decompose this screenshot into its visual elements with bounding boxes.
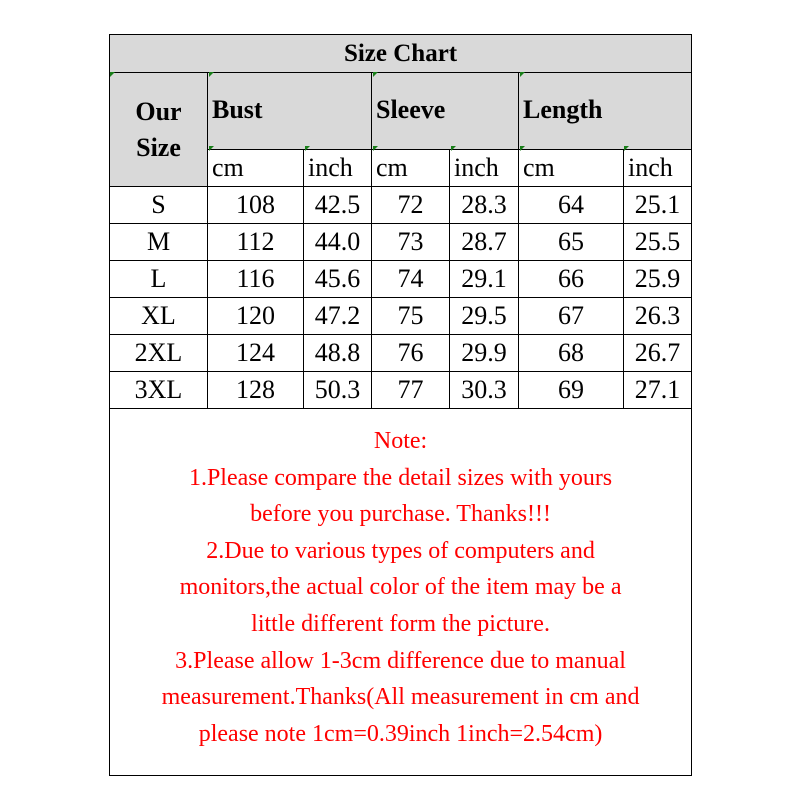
note-line: monitors,the actual color of the item may be a	[179, 574, 622, 601]
table-row	[110, 298, 692, 335]
note-line: little different form the picture.	[251, 610, 550, 637]
sleeve-cm-cell: 77	[372, 372, 450, 409]
bust-cm-cell: 116	[208, 261, 304, 298]
our-size-header	[110, 73, 208, 187]
bust-inch-cell: 44.0	[304, 224, 372, 261]
note-line: 3.Please allow 1-3cm difference due to manual	[175, 647, 626, 674]
chart-title: Size Chart	[110, 35, 692, 73]
length-inch-cell: 25.1	[624, 187, 692, 224]
bust-inch-cell: 47.2	[304, 298, 372, 335]
table-row	[110, 261, 692, 298]
size-label: S	[110, 187, 208, 224]
sleeve-header: Sleeve	[372, 73, 519, 150]
size-chart-sheet	[109, 34, 691, 768]
length-cm-cell: 64	[519, 187, 624, 224]
cell-marker-icon	[305, 146, 310, 151]
unit-cell: cm	[208, 150, 304, 187]
sleeve-cm-cell: 73	[372, 224, 450, 261]
length-cm-cell: 65	[519, 224, 624, 261]
sleeve-inch-cell: 29.1	[450, 261, 519, 298]
sleeve-cm-cell: 72	[372, 187, 450, 224]
cell-marker-icon	[209, 72, 214, 77]
cell-marker-icon	[110, 72, 115, 77]
length-inch-cell: 25.5	[624, 224, 692, 261]
bust-cm-cell: 124	[208, 335, 304, 372]
length-cm-cell: 66	[519, 261, 624, 298]
note-block	[110, 409, 692, 776]
sleeve-cm-cell: 75	[372, 298, 450, 335]
cell-marker-icon	[451, 146, 456, 151]
length-inch-cell: 25.9	[624, 261, 692, 298]
sleeve-inch-cell: 28.3	[450, 187, 519, 224]
sleeve-cm-cell: 74	[372, 261, 450, 298]
cell-marker-icon	[624, 146, 629, 151]
size-chart-table	[109, 34, 692, 776]
bust-inch-cell: 50.3	[304, 372, 372, 409]
note-line: please note 1cm=0.39inch 1inch=2.54cm)	[198, 720, 603, 747]
note-line: 2.Due to various types of computers and	[206, 537, 595, 564]
table-row	[110, 372, 692, 409]
bust-inch-cell: 45.6	[304, 261, 372, 298]
size-label: XL	[110, 298, 208, 335]
note-heading: Note:	[373, 428, 428, 454]
unit-cell: cm	[372, 150, 450, 187]
length-cm-cell: 69	[519, 372, 624, 409]
length-cm-cell: 68	[519, 335, 624, 372]
length-inch-cell: 27.1	[624, 372, 692, 409]
sleeve-cm-cell: 76	[372, 335, 450, 372]
sleeve-inch-cell: 28.7	[450, 224, 519, 261]
note-line: measurement.Thanks(All measurement in cm and	[161, 684, 640, 711]
size-label: 3XL	[110, 372, 208, 409]
cell-marker-icon	[373, 146, 378, 151]
sleeve-inch-cell: 29.9	[450, 335, 519, 372]
note-line: 1.Please compare the detail sizes with yours	[188, 464, 613, 491]
cell-marker-icon	[209, 146, 214, 151]
size-label: 2XL	[110, 335, 208, 372]
table-row	[110, 224, 692, 261]
bust-inch-cell: 42.5	[304, 187, 372, 224]
bust-cm-cell: 108	[208, 187, 304, 224]
header-row	[110, 73, 692, 150]
cell-marker-icon	[373, 72, 378, 77]
bust-cm-cell: 128	[208, 372, 304, 409]
table-row	[110, 335, 692, 372]
unit-cell: inch	[450, 150, 519, 187]
our-size-line2: Size	[136, 132, 181, 162]
cell-marker-icon	[520, 146, 525, 151]
sleeve-inch-cell: 29.5	[450, 298, 519, 335]
bust-header: Bust	[208, 73, 372, 150]
length-cm-cell: 67	[519, 298, 624, 335]
length-header: Length	[519, 73, 692, 150]
bust-cm-cell: 112	[208, 224, 304, 261]
title-row	[110, 35, 692, 73]
note-row	[110, 409, 692, 776]
unit-cell: inch	[304, 150, 372, 187]
cell-marker-icon	[520, 72, 525, 77]
size-label: M	[110, 224, 208, 261]
bust-inch-cell: 48.8	[304, 335, 372, 372]
length-inch-cell: 26.7	[624, 335, 692, 372]
unit-cell: inch	[624, 150, 692, 187]
size-label: L	[110, 261, 208, 298]
our-size-line1: Our	[135, 96, 182, 126]
note-line: before you purchase. Thanks!!!	[250, 501, 551, 528]
length-inch-cell: 26.3	[624, 298, 692, 335]
bust-cm-cell: 120	[208, 298, 304, 335]
sleeve-inch-cell: 30.3	[450, 372, 519, 409]
unit-cell: cm	[519, 150, 624, 187]
table-row	[110, 187, 692, 224]
